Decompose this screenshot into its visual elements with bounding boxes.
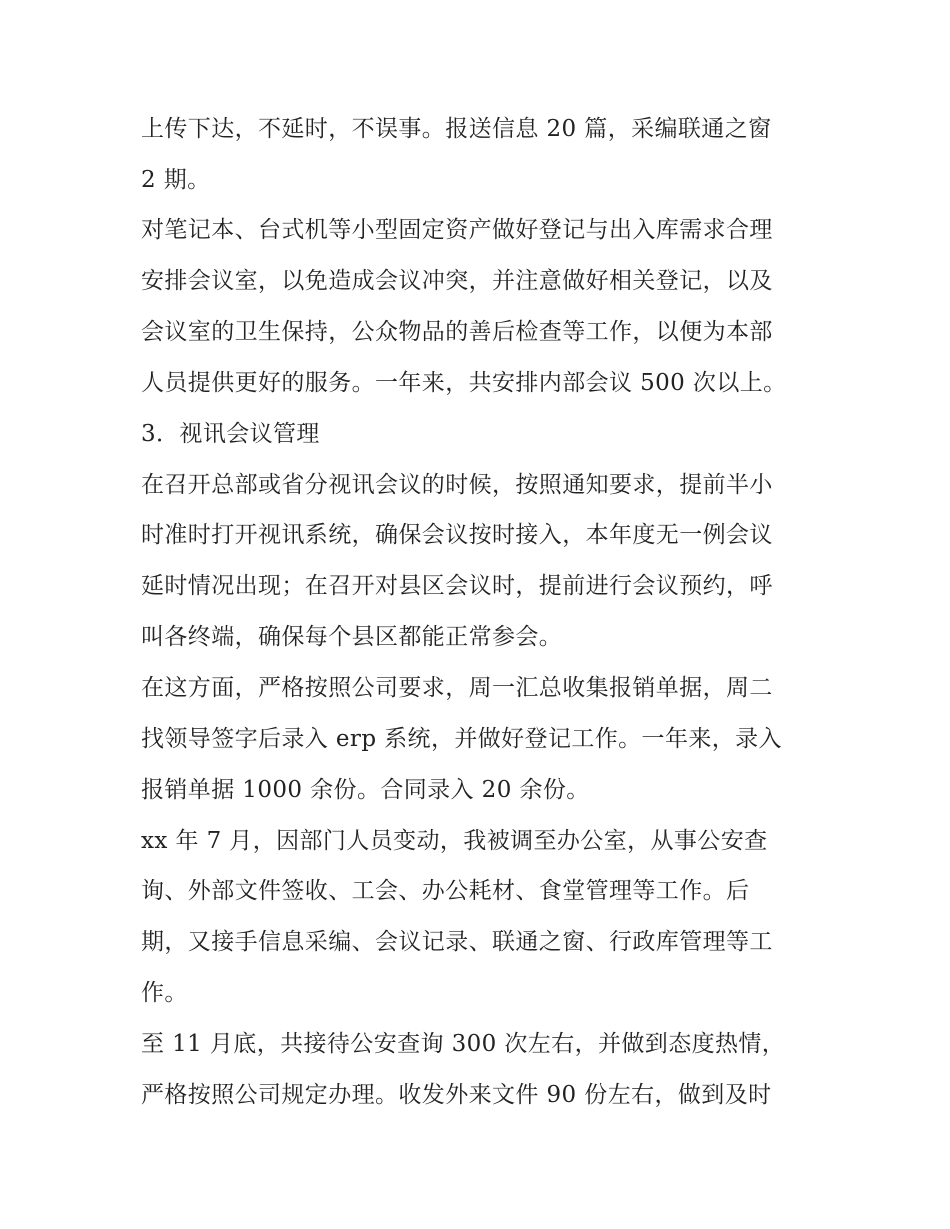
text-line: 叫各终端，确保每个县区都能正常参会。	[141, 624, 563, 650]
text-line: 询、外部文件签收、工会、办公耗材、食堂管理等工作。后	[141, 878, 750, 904]
text-line: 在召开总部或省分视讯会议的时候，按照通知要求，提前半小	[141, 472, 773, 498]
text-line: 对笔记本、台式机等小型固定资产做好登记与出入库需求合理	[141, 217, 773, 243]
text-line: 期，又接手信息采编、会议记录、联通之窗、行政库管理等工	[141, 929, 773, 955]
text-line: 至 11 月底，共接待公安查询 300 次左右，并做到态度热情，	[141, 1031, 786, 1057]
text-line: 安排会议室，以免造成会议冲突，并注意做好相关登记，以及	[141, 268, 773, 294]
text-line: 上传下达，不延时，不误事。报送信息 20 篇，采编联通之窗	[141, 116, 772, 142]
section-heading: 3．视讯会议管理	[141, 421, 320, 447]
text-line: 在这方面，严格按照公司要求，周一汇总收集报销单据，周二	[141, 675, 773, 701]
text-line: 严格按照公司规定办理。收发外来文件 90 份左右，做到及时	[141, 1082, 772, 1108]
text-line: 时准时打开视讯系统，确保会议按时接入，本年度无一例会议	[141, 522, 773, 548]
text-line: 找领导签字后录入 erp 系统，并做好登记工作。一年来，录入	[141, 726, 782, 752]
text-line: xx 年 7 月，因部门人员变动，我被调至办公室，从事公安查	[141, 828, 768, 854]
text-line: 会议室的卫生保持，公众物品的善后检查等工作，以便为本部	[141, 319, 773, 345]
text-line: 2 期。	[141, 167, 211, 193]
text-line: 人员提供更好的服务。一年来，共安排内部会议 500 次以上。	[141, 370, 787, 396]
text-line: 报销单据 1000 余份。合同录入 20 余份。	[141, 777, 590, 803]
text-line: 延时情况出现；在召开对县区会议时，提前进行会议预约，呼	[141, 573, 773, 599]
text-line: 作。	[141, 980, 188, 1006]
